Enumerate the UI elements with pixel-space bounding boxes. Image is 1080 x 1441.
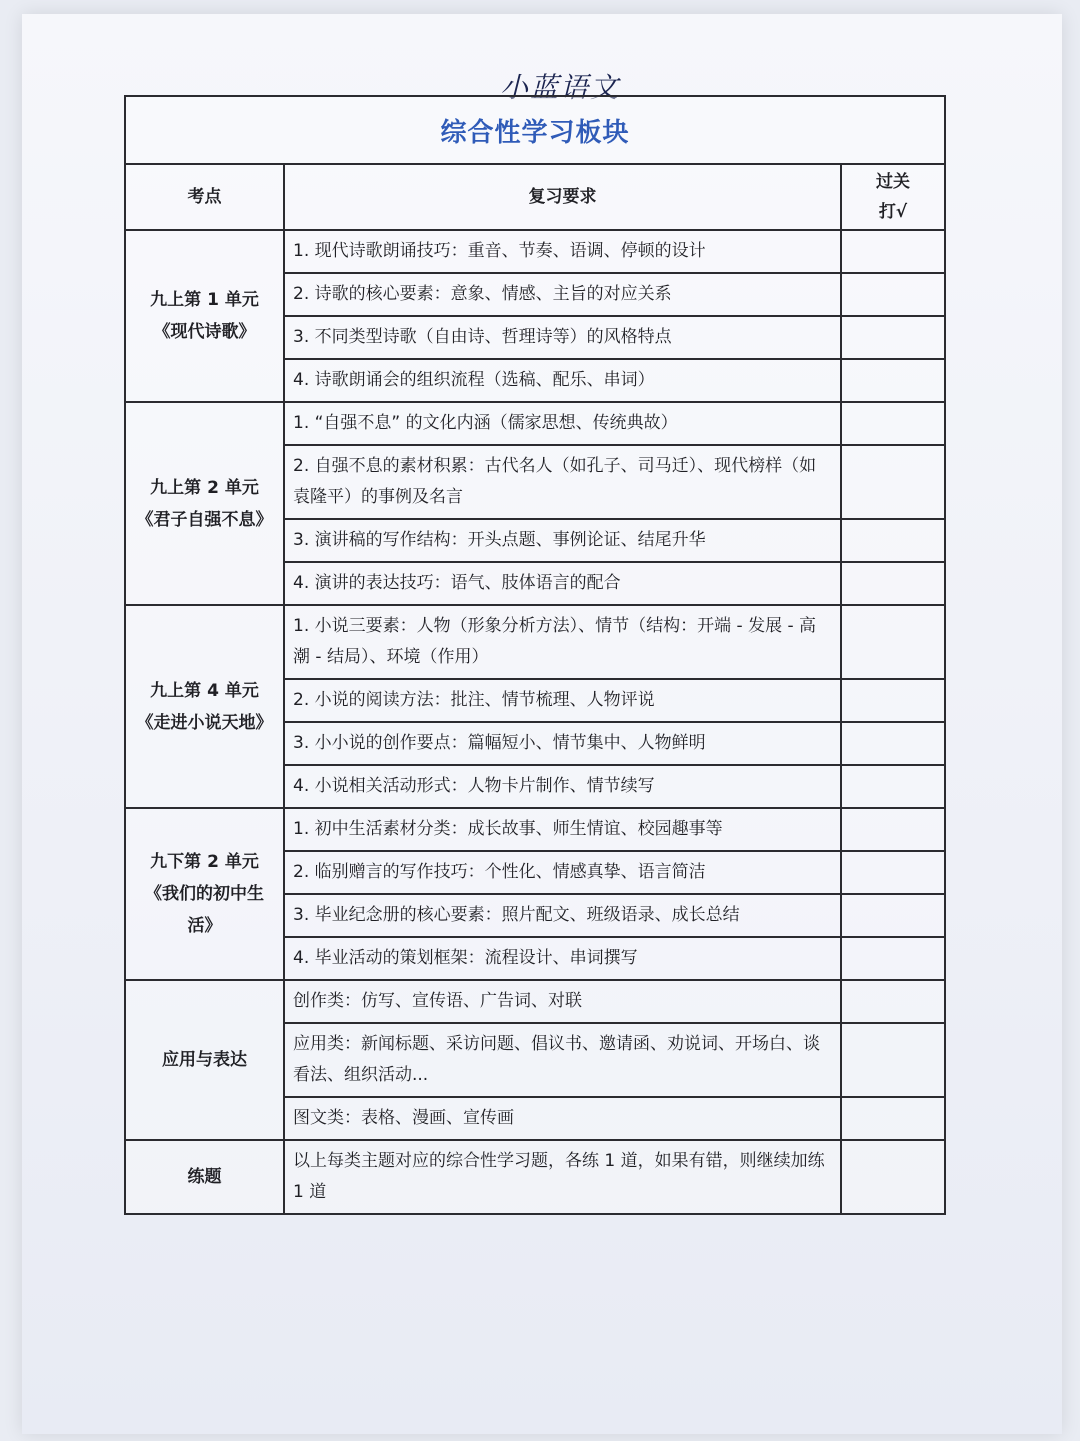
check-cell[interactable] <box>841 316 945 359</box>
requirement-cell: 3. 毕业纪念册的核心要素：照片配文、班级语录、成长总结 <box>284 894 841 937</box>
check-cell[interactable] <box>841 1097 945 1140</box>
check-cell[interactable] <box>841 808 945 851</box>
requirement-cell: 图文类：表格、漫画、宣传画 <box>284 1097 841 1140</box>
check-cell[interactable] <box>841 1023 945 1097</box>
unit-topic: 《我们的初中生活》 <box>145 884 264 936</box>
table-row <box>125 230 945 273</box>
check-cell[interactable] <box>841 519 945 562</box>
requirement-cell: 1. 现代诗歌朗诵技巧：重音、节奏、语调、停顿的设计 <box>284 230 841 273</box>
table-row <box>125 605 945 679</box>
unit-name: 九上第 2 单元 <box>150 477 259 498</box>
unit-cell <box>125 980 284 1140</box>
review-table <box>124 95 946 1215</box>
requirement-cell: 3. 小小说的创作要点：篇幅短小、情节集中、人物鲜明 <box>284 722 841 765</box>
table-body <box>125 230 945 1214</box>
requirement-cell: 2. 诗歌的核心要素：意象、情感、主旨的对应关系 <box>284 273 841 316</box>
check-cell[interactable] <box>841 402 945 445</box>
requirement-cell: 创作类：仿写、宣传语、广告词、对联 <box>284 980 841 1023</box>
unit-cell <box>125 402 284 605</box>
table-row <box>125 402 945 445</box>
header-check-line1: 过关 <box>875 172 910 192</box>
unit-topic: 《走进小说天地》 <box>136 712 273 733</box>
table-title: 综合性学习板块 <box>125 96 945 164</box>
unit-name: 九上第 1 单元 <box>150 290 259 310</box>
unit-name: 练题 <box>187 1167 222 1187</box>
table-row <box>125 808 945 851</box>
check-cell[interactable] <box>841 605 945 679</box>
requirement-cell: 3. 不同类型诗歌（自由诗、哲理诗等）的风格特点 <box>284 316 841 359</box>
check-cell[interactable] <box>841 562 945 605</box>
header-check-line2: 打√ <box>878 202 908 222</box>
check-cell[interactable] <box>841 851 945 894</box>
requirement-cell: 2. 自强不息的素材积累：古代名人（如孔子、司马迁）、现代榜样（如袁隆平）的事例及名言 <box>284 445 841 519</box>
unit-cell <box>125 1140 284 1214</box>
unit-cell <box>125 605 284 808</box>
requirement-cell: 4. 毕业活动的策划框架：流程设计、串词撰写 <box>284 937 841 980</box>
unit-cell <box>125 230 284 402</box>
check-cell[interactable] <box>841 722 945 765</box>
unit-name: 应用与表达 <box>162 1050 247 1070</box>
requirement-cell: 1. 小说三要素：人物（形象分析方法）、情节（结构：开端 - 发展 - 高潮 - 结局）、环境（作用） <box>284 605 841 679</box>
check-cell[interactable] <box>841 894 945 937</box>
header-unit: 考点 <box>125 164 284 230</box>
header-check <box>841 164 945 230</box>
requirement-cell: 应用类：新闻标题、采访问题、倡议书、邀请函、劝说词、开场白、谈看法、组织活动... <box>284 1023 841 1097</box>
unit-name: 九下第 2 单元 <box>150 852 259 872</box>
requirement-cell: 3. 演讲稿的写作结构：开头点题、事例论证、结尾升华 <box>284 519 841 562</box>
check-cell[interactable] <box>841 765 945 808</box>
check-cell[interactable] <box>841 445 945 519</box>
unit-cell <box>125 808 284 980</box>
check-cell[interactable] <box>841 679 945 722</box>
requirement-cell: 1. 初中生活素材分类：成长故事、师生情谊、校园趣事等 <box>284 808 841 851</box>
handwritten-note: 小蓝语文 <box>500 71 621 104</box>
header-requirement: 复习要求 <box>284 164 841 230</box>
requirement-cell: 1. “自强不息” 的文化内涵（儒家思想、传统典故） <box>284 402 841 445</box>
check-cell[interactable] <box>841 273 945 316</box>
check-cell[interactable] <box>841 980 945 1023</box>
check-cell[interactable] <box>841 230 945 273</box>
requirement-cell: 2. 临别赠言的写作技巧：个性化、情感真挚、语言简洁 <box>284 851 841 894</box>
table-row <box>125 1140 945 1214</box>
table-row <box>125 980 945 1023</box>
requirement-cell: 2. 小说的阅读方法：批注、情节梳理、人物评说 <box>284 679 841 722</box>
check-cell[interactable] <box>841 1140 945 1214</box>
unit-name: 九上第 4 单元 <box>150 680 259 701</box>
requirement-cell: 4. 诗歌朗诵会的组织流程（选稿、配乐、串词） <box>284 359 841 402</box>
unit-topic: 《现代诗歌》 <box>153 322 256 342</box>
requirement-cell: 以上每类主题对应的综合性学习题，各练 1 道，如果有错，则继续加练 1 道 <box>284 1140 841 1214</box>
requirement-cell: 4. 演讲的表达技巧：语气、肢体语言的配合 <box>284 562 841 605</box>
check-cell[interactable] <box>841 359 945 402</box>
check-cell[interactable] <box>841 937 945 980</box>
unit-topic: 《君子自强不息》 <box>136 509 273 530</box>
requirement-cell: 4. 小说相关活动形式：人物卡片制作、情节续写 <box>284 765 841 808</box>
